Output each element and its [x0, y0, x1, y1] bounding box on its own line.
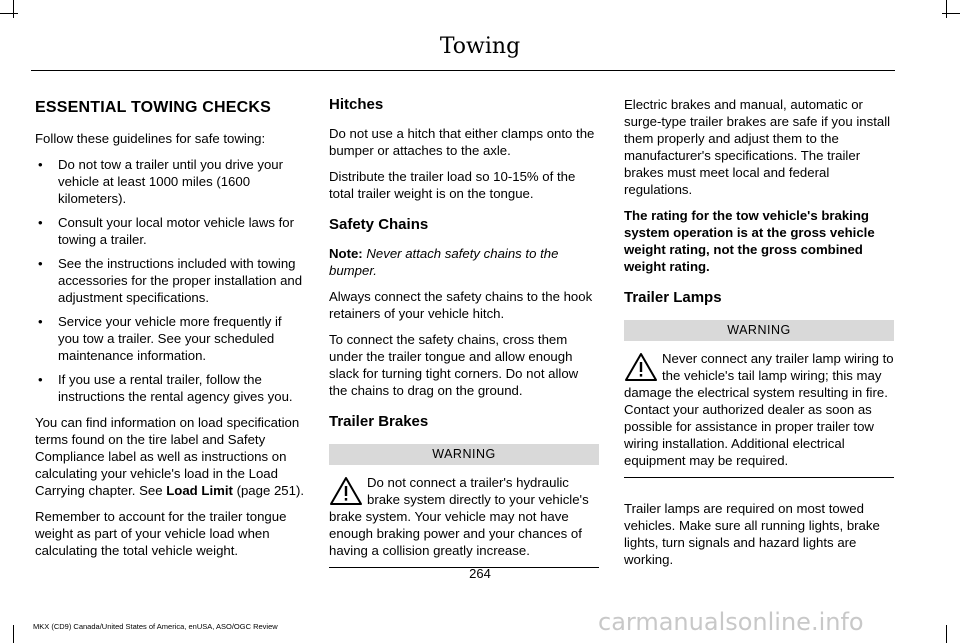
bullet: •: [38, 372, 43, 387]
footer-text: MKX (CD9) Canada/United States of America, enUSA, ASO/OGC Review: [33, 622, 278, 631]
trailer-lamps-heading: Trailer Lamps: [624, 289, 722, 306]
load-limit-link[interactable]: Load Limit: [166, 483, 233, 498]
warning-box: [624, 350, 894, 478]
warning-triangle-icon: [329, 476, 363, 506]
crop-mark: [946, 0, 947, 18]
chains-paragraph: Always connect the safety chains to the hook retainers of your vehicle hitch.: [329, 289, 593, 321]
column-1: [35, 96, 305, 568]
list-item: • See the instructions included with towing accessories for the proper installation and adjustment specifications.: [38, 256, 303, 305]
load-info-paragraph: You can find information on load specification terms found on the tire label and Safety Compliance label as well as instructions on calculating your vehicle's load in the Load Carrying chapter. See Load Limit (page 251).: [35, 415, 305, 498]
electric-brakes-paragraph: Electric brakes and manual, automatic or surge-type trailer brakes are safe if you install them properly and adjust them to the manufacturer's specifications. The trailer brakes must meet local and federal regulations.: [624, 97, 891, 197]
page-header-title: Towing: [439, 34, 521, 59]
crop-mark: [13, 625, 14, 643]
warning-banner: WARNING: [329, 444, 599, 465]
bullet: •: [38, 215, 43, 230]
safety-chains-heading: Safety Chains: [329, 216, 429, 233]
header-rule: [31, 70, 895, 71]
list-item: • Consult your local motor vehicle laws for towing a trailer.: [38, 215, 295, 247]
warning-triangle-icon: [624, 352, 658, 382]
bullet: •: [38, 314, 43, 329]
crop-mark: [942, 13, 960, 14]
warning-text: Do not connect a trailer's hydraulic brake system directly to your vehicle's brake system. Your vehicle may not have enough braking power and your chances of having a collision greatly increase.: [329, 475, 589, 558]
hitches-paragraph: Distribute the trailer load so 10-15% of the total trailer weight is on the tongue.: [329, 169, 576, 201]
tongue-weight-paragraph: Remember to account for the trailer tongue weight as part of your vehicle load when calculating the total vehicle weight.: [35, 509, 287, 558]
crop-mark: [946, 625, 947, 643]
intro-text: Follow these guidelines for safe towing:: [35, 131, 266, 146]
crop-mark: [13, 0, 14, 18]
bullet: •: [38, 157, 43, 172]
note: Note: Never attach safety chains to the bumper.: [329, 246, 559, 278]
list-item: • Service your vehicle more frequently if you tow a trailer. See your scheduled maintenance information.: [38, 314, 282, 363]
guidelines-list: [35, 156, 305, 405]
trailer-lamps-paragraph: Trailer lamps are required on most towed vehicles. Make sure all running lights, brake lights, turn signals and hazard lights are working.: [624, 501, 880, 567]
warning-box: [329, 474, 599, 568]
watermark: carmanualsonline.info: [598, 608, 864, 636]
chains-paragraph: To connect the safety chains, cross them under the trailer tongue and allow enough slack for turning tight corners. Do not allow the chains to drag on the ground.: [329, 332, 579, 398]
list-item: • If you use a rental trailer, follow the instructions the rental agency gives you.: [38, 372, 293, 404]
warning-text: Never connect any trailer lamp wiring to the vehicle's tail lamp wiring; this may damage the electrical system resulting in fire. Contact your authorized dealer as soon as possible for assistance in proper trailer tow wiring installation. Additional electrical equipment may be required.: [624, 351, 894, 468]
hitches-heading: Hitches: [329, 96, 384, 113]
warning-banner: WARNING: [624, 320, 894, 341]
trailer-brakes-heading: Trailer Brakes: [329, 413, 429, 430]
section-heading: ESSENTIAL TOWING CHECKS: [35, 99, 272, 116]
crop-mark: [0, 13, 18, 14]
list-item: • Do not tow a trailer until you drive your vehicle at least 1000 miles (1600 kilometers).: [38, 157, 284, 206]
column-3: [624, 96, 894, 577]
braking-rating-paragraph: The rating for the tow vehicle's braking system operation is at the gross vehicle weight rating, not the gross combined weight rating.: [624, 208, 875, 274]
page-number: 264: [469, 566, 491, 581]
hitches-paragraph: Do not use a hitch that either clamps onto the bumper or attaches to the axle.: [329, 126, 595, 158]
column-2: [329, 96, 599, 590]
bullet: •: [38, 256, 43, 271]
